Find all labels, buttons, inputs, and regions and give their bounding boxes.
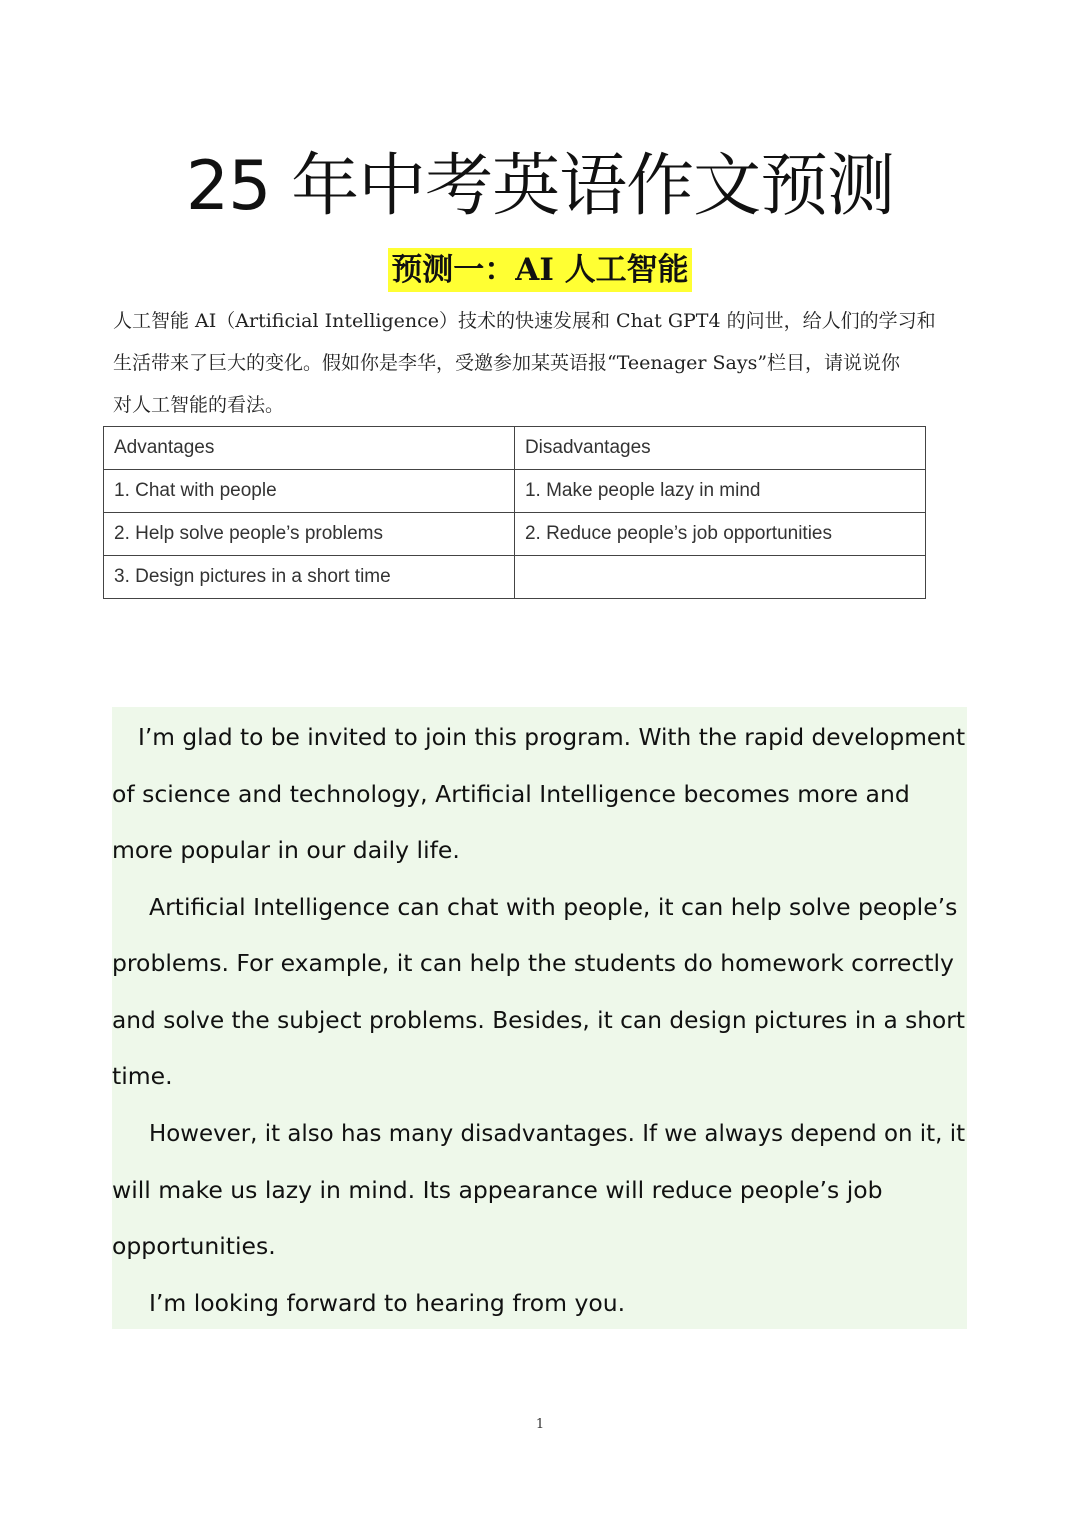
essay-line: Artificial Intelligence can chat with people, it can help solve people’s — [149, 893, 958, 921]
writing-prompt — [113, 300, 975, 426]
prompt-line: 人工智能 AI（Artificial Intelligence）技术的快速发展和 Chat GPT4 的问世，给人们的学习和 — [113, 310, 936, 332]
essay-line: However, it also has many disadvantages. If we always depend on it, it — [149, 1119, 966, 1147]
table-cell: 2. Reduce people’s job opportunities — [514, 513, 925, 556]
page-title: 25 年中考英语作文预测 — [185, 147, 895, 226]
essay-line: I’m looking forward to hearing from you. — [149, 1289, 626, 1317]
table-row — [104, 513, 926, 556]
essay-line: more popular in our daily life. — [112, 836, 460, 864]
table-row — [104, 470, 926, 513]
table-cell — [514, 556, 925, 599]
essay-line: of science and technology, Artificial Intelligence becomes more and — [112, 780, 910, 808]
table-cell: 3. Design pictures in a short time — [104, 556, 515, 599]
essay-line: will make us lazy in mind. Its appearance will reduce people’s job — [112, 1176, 883, 1204]
table-cell: 1. Chat with people — [104, 470, 515, 513]
essay-line: problems. For example, it can help the students do homework correctly — [112, 949, 954, 977]
prompt-line: 对人工智能的看法。 — [113, 394, 285, 416]
essay-line: opportunities. — [112, 1232, 276, 1260]
essay-line: I’m glad to be invited to join this program. With the rapid development — [138, 723, 966, 751]
table-row — [104, 556, 926, 599]
table-header-disadvantages: Disadvantages — [514, 427, 925, 470]
table-header-advantages: Advantages — [104, 427, 515, 470]
subtitle-highlight: 预测一：AI 人工智能 — [388, 248, 691, 292]
subtitle-container — [0, 248, 1080, 292]
prompt-line: 生活带来了巨大的变化。假如你是李华，受邀参加某英语报“Teenager Says”栏目，请说说你 — [113, 352, 901, 374]
page-number: 1 — [535, 1417, 545, 1432]
table-cell: 1. Make people lazy in mind — [514, 470, 925, 513]
table-header-row — [104, 427, 926, 470]
essay-line: time. — [112, 1062, 173, 1090]
essay-line: and solve the subject problems. Besides, it can design pictures in a short — [112, 1006, 965, 1034]
pros-cons-table — [103, 426, 926, 599]
table-cell: 2. Help solve people’s problems — [104, 513, 515, 556]
sample-essay — [112, 707, 967, 1329]
